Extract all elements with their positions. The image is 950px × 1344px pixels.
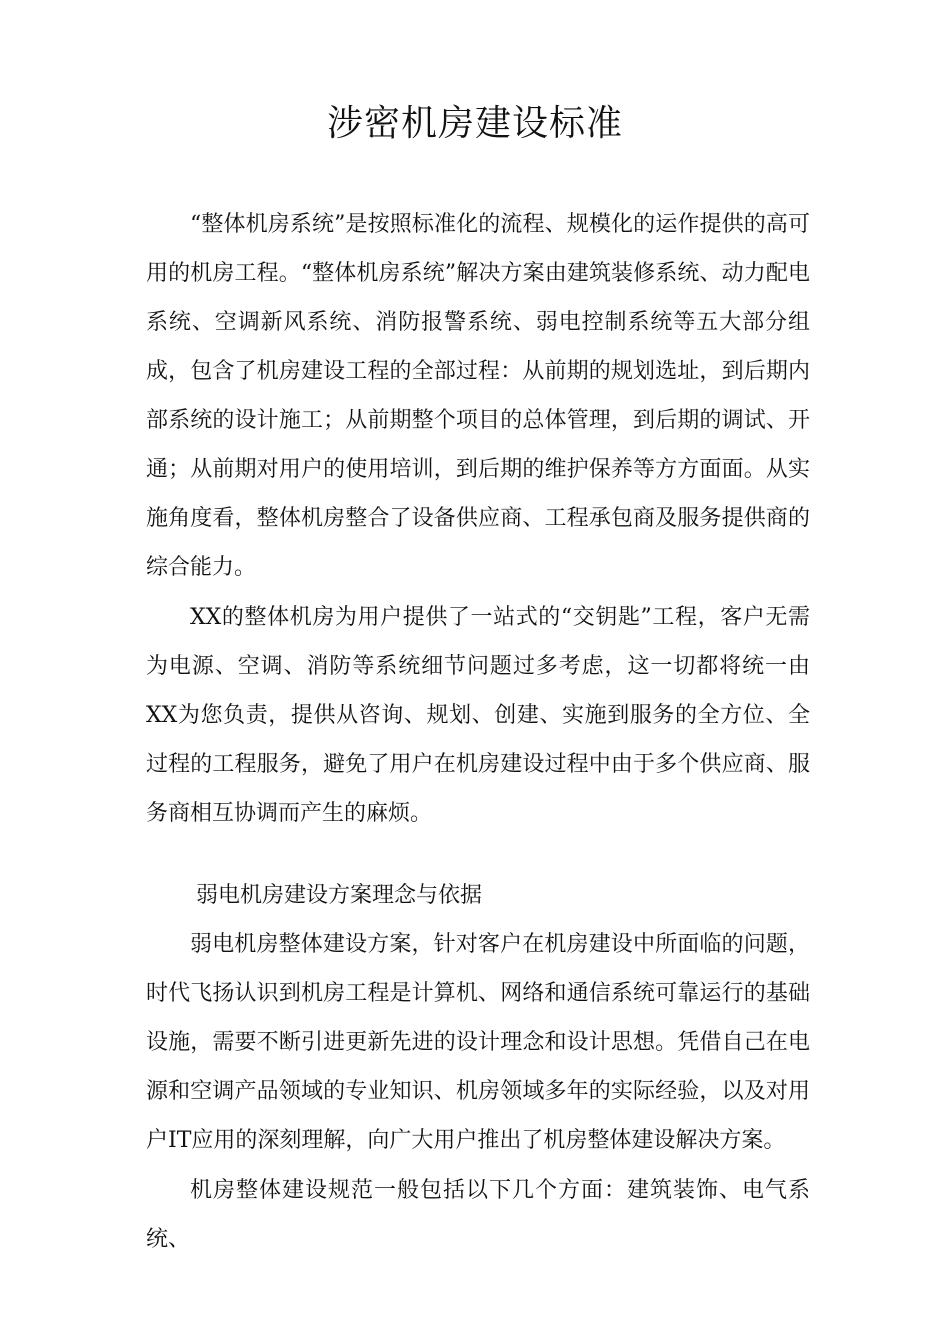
document-title: 涉密机房建设标准 bbox=[326, 103, 623, 144]
document-body bbox=[146, 200, 810, 1264]
paragraph-standards: 机房整体建设规范一般包括以下几个方面：建筑装饰、电气系统、 bbox=[146, 1178, 810, 1252]
paragraph-turnkey: XX的整体机房为用户提供了一站式的“交钥匙”工程，客户无需为电源、空调、消防等系统细节问题过多考虑，这一切都将统一由XX为您负责，提供从咨询、规划、创建、实施到服务的全方位、全过程的工程服务，避免了用户在机房建设过程中由于多个供应商、服务商相互协调而产生的麻烦。 bbox=[146, 605, 810, 826]
paragraph-concept: 弱电机房整体建设方案，针对客户在机房建设中所面临的问题，时代飞扬认识到机房工程是计算机、网络和通信系统可靠运行的基础设施，需要不断引进更新先进的设计理念和设计思想。凭借自己在电源和空调产品领域的专业知识、机房领域多年的实际经验，以及对用户IT应用的深刻理解，向广大用户推出了机房整体建设解决方案。 bbox=[146, 932, 810, 1153]
section-heading: 弱电机房建设方案理念与依据 bbox=[196, 883, 483, 908]
paragraph-overview: “整体机房系统”是按照标准化的流程、规模化的运作提供的高可用的机房工程。“整体机房系统”解决方案由建筑装修系统、动力配电系统、空调新风系统、消防报警系统、弱电控制系统等五大部分组成，包含了机房建设工程的全部过程：从前期的规划选址，到后期内部系统的设计施工；从前期整个项目的总体管理，到后期的调试、开通；从前期对用户的使用培训，到后期的维护保养等方方面面。从实施角度看，整体机房整合了设备供应商、工程承包商及服务提供商的综合能力。 bbox=[146, 212, 810, 580]
